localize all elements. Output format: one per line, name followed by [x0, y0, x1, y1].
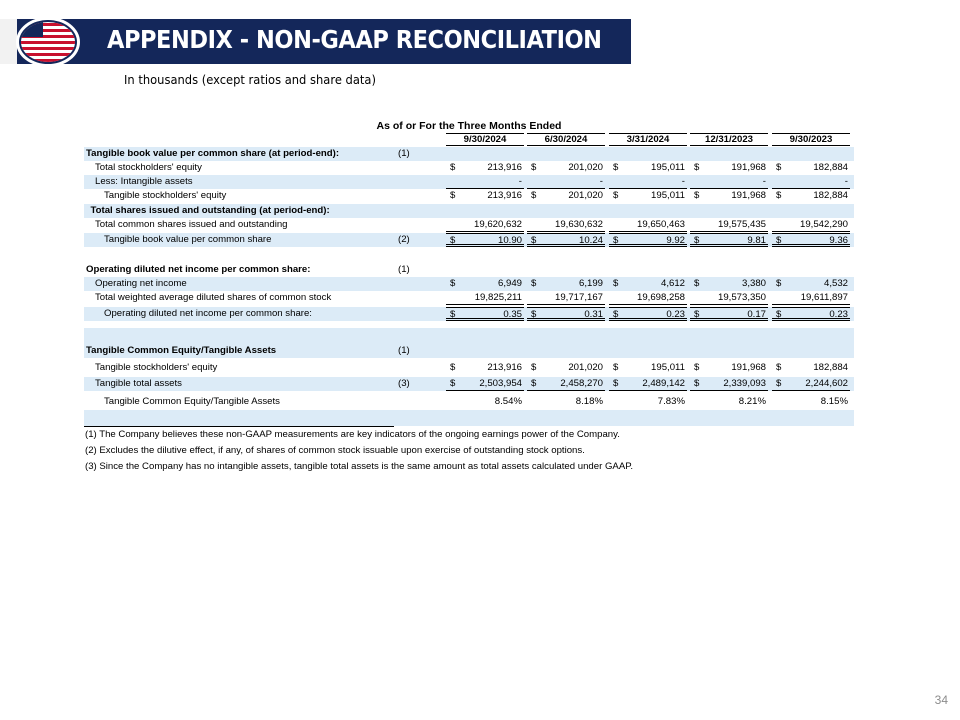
cell-value: 0.23	[829, 309, 848, 320]
currency-symbol: $	[776, 162, 782, 173]
table-row	[84, 328, 854, 344]
currency-symbol: $	[694, 309, 700, 320]
table-cell	[609, 307, 687, 321]
cell-value: 2,458,270	[560, 378, 603, 389]
table-cell	[446, 377, 524, 391]
currency-symbol: $	[450, 162, 456, 173]
table-cell	[772, 189, 850, 203]
row-label: Operating net income	[95, 278, 187, 289]
row-label: Tangible stockholders' equity	[104, 190, 227, 201]
column-header: 3/31/2024	[609, 133, 687, 146]
currency-symbol: $	[613, 190, 619, 201]
table-row	[84, 277, 854, 291]
table-cell	[446, 291, 524, 305]
title-bar-tab	[0, 19, 17, 64]
table-cell	[772, 361, 850, 375]
row-label: Operating diluted net income per common share:	[104, 308, 312, 319]
currency-symbol: $	[450, 309, 456, 320]
currency-symbol: $	[531, 362, 537, 373]
row-label: Total weighted average diluted shares of common stock	[95, 292, 332, 303]
currency-symbol: $	[613, 162, 619, 173]
cell-value: 9.92	[666, 235, 685, 246]
cell-value: 182,884	[813, 190, 848, 201]
column-header: 12/31/2023	[690, 133, 768, 146]
currency-symbol: $	[450, 362, 456, 373]
table-cell	[527, 233, 605, 247]
cell-value: 195,011	[651, 362, 685, 373]
table-row	[84, 395, 854, 409]
currency-symbol: $	[694, 162, 700, 173]
row-label: Tangible Common Equity/Tangible Assets	[104, 396, 280, 407]
cell-value: 19,825,211	[474, 292, 522, 303]
cell-value: -	[844, 176, 848, 187]
table-cell	[690, 307, 768, 321]
currency-symbol: $	[776, 378, 782, 389]
cell-value: 8.21%	[738, 396, 766, 407]
table-cell	[690, 395, 768, 409]
table-cell	[609, 161, 687, 175]
table-row	[84, 147, 854, 161]
row-label: Tangible Common Equity/Tangible Assets	[86, 345, 277, 356]
table-cell	[527, 218, 605, 232]
cell-value: 19,698,258	[636, 292, 685, 303]
cell-value: 6,949	[497, 278, 522, 289]
cell-value: 10.24	[578, 235, 603, 246]
currency-symbol: $	[531, 378, 537, 389]
cell-value: 3,380	[741, 278, 766, 289]
row-footnote-ref: (2)	[398, 234, 410, 245]
currency-symbol: $	[694, 235, 700, 246]
table-cell	[609, 395, 687, 409]
cell-value: 213,916	[487, 362, 522, 373]
table-cell	[609, 277, 687, 291]
currency-symbol: $	[531, 162, 537, 173]
cell-value: 19,717,167	[554, 292, 603, 303]
cell-value: 0.17	[747, 309, 766, 320]
table-cell	[446, 218, 524, 232]
currency-symbol: $	[450, 235, 456, 246]
cell-value: 2,244,602	[805, 378, 848, 389]
cell-value: 7.83%	[657, 396, 685, 407]
row-footnote-ref: (1)	[398, 345, 410, 356]
cell-value: 19,630,632	[554, 219, 603, 230]
cell-value: -	[762, 176, 766, 187]
row-footnote-ref: (3)	[398, 378, 410, 389]
table-cell	[772, 233, 850, 247]
cell-value: 4,612	[660, 278, 685, 289]
table-row	[84, 189, 854, 203]
cell-value: 19,611,897	[800, 292, 848, 303]
table-cell	[690, 189, 768, 203]
table-row	[84, 204, 854, 218]
row-footnote-ref: (1)	[398, 148, 410, 159]
footnote-divider	[84, 426, 394, 427]
table-row	[84, 233, 854, 247]
row-label: Less: Intangible assets	[95, 176, 193, 187]
cell-value: 213,916	[487, 162, 522, 173]
cell-value: 10.90	[497, 235, 522, 246]
flag-logo-icon	[16, 17, 80, 67]
cell-value: -	[599, 176, 603, 187]
table-cell	[772, 277, 850, 291]
table-cell	[527, 175, 605, 189]
cell-value: 2,503,954	[479, 378, 522, 389]
table-cell	[446, 361, 524, 375]
table-cell	[609, 218, 687, 232]
table-cell	[772, 395, 850, 409]
cell-value: 0.23	[666, 309, 685, 320]
table-cell	[609, 361, 687, 375]
currency-symbol: $	[776, 190, 782, 201]
table-row	[84, 361, 854, 375]
table-cell	[690, 218, 768, 232]
cell-value: 201,020	[568, 362, 603, 373]
row-label: Total stockholders' equity	[95, 162, 202, 173]
cell-value: 0.31	[584, 309, 603, 320]
table-row	[84, 218, 854, 232]
table-cell	[527, 377, 605, 391]
currency-symbol: $	[531, 278, 537, 289]
table-cell	[772, 218, 850, 232]
cell-value: 0.35	[503, 309, 522, 320]
table-cell	[527, 395, 605, 409]
table-row	[84, 307, 854, 321]
table-cell	[446, 175, 524, 189]
table-cell	[690, 277, 768, 291]
table-row	[84, 344, 854, 358]
table-cell	[690, 175, 768, 189]
currency-symbol: $	[531, 190, 537, 201]
cell-value: 2,339,093	[723, 378, 766, 389]
page-title: APPENDIX - NON-GAAP RECONCILIATION	[107, 25, 602, 54]
table-cell	[772, 307, 850, 321]
currency-symbol: $	[694, 378, 700, 389]
table-cell	[609, 291, 687, 305]
table-cell	[609, 233, 687, 247]
table-cell	[527, 189, 605, 203]
footnote-3: (3) Since the Company has no intangible assets, tangible total assets is the same amount as total assets calculated under GAAP.	[85, 461, 634, 472]
currency-symbol: $	[613, 278, 619, 289]
cell-value: 8.54%	[494, 396, 522, 407]
currency-symbol: $	[694, 190, 700, 201]
cell-value: -	[518, 176, 522, 187]
row-label: Operating diluted net income per common share:	[86, 264, 311, 275]
table-cell	[609, 377, 687, 391]
row-label: Tangible book value per common share (at period-end):	[86, 148, 340, 159]
table-cell	[690, 377, 768, 391]
cell-value: 213,916	[487, 190, 522, 201]
footnote-2: (2) Excludes the dilutive effect, if any, of shares of common stock issuable upon exercise of outstanding stock options.	[85, 445, 585, 456]
table-cell	[772, 161, 850, 175]
row-footnote-ref: (1)	[398, 264, 410, 275]
table-row	[84, 263, 854, 277]
table-cell	[690, 161, 768, 175]
column-header: 9/30/2024	[446, 133, 524, 146]
table-row	[84, 175, 854, 189]
table-cell	[609, 189, 687, 203]
currency-symbol: $	[613, 309, 619, 320]
table-cell	[690, 361, 768, 375]
row-label: Tangible book value per common share	[104, 234, 272, 245]
currency-symbol: $	[613, 362, 619, 373]
table-cell	[527, 361, 605, 375]
cell-value: 6,199	[578, 278, 603, 289]
table-cell	[772, 291, 850, 305]
table-row	[84, 161, 854, 175]
column-header: 9/30/2023	[772, 133, 850, 146]
table-cell	[609, 175, 687, 189]
currency-symbol: $	[694, 278, 700, 289]
table-cell	[446, 395, 524, 409]
currency-symbol: $	[531, 235, 537, 246]
table-cell	[446, 277, 524, 291]
cell-value: 191,968	[731, 362, 766, 373]
cell-value: 191,968	[731, 190, 766, 201]
table-cell	[446, 161, 524, 175]
cell-value: 182,884	[813, 362, 848, 373]
currency-symbol: $	[450, 378, 456, 389]
currency-symbol: $	[776, 235, 782, 246]
page-subtitle: In thousands (except ratios and share data)	[124, 72, 376, 87]
row-label: Tangible total assets	[95, 378, 182, 389]
cell-value: 19,542,290	[799, 219, 848, 230]
page-number: 34	[934, 693, 948, 707]
cell-value: 195,011	[651, 162, 685, 173]
footnote-1: (1) The Company believes these non-GAAP measurements are key indicators of the ongoing earnings power of the Company.	[85, 429, 620, 440]
currency-symbol: $	[450, 190, 456, 201]
currency-symbol: $	[776, 278, 782, 289]
table-row	[84, 291, 854, 305]
cell-value: 195,011	[651, 190, 685, 201]
column-header: 6/30/2024	[527, 133, 605, 146]
period-title: As of or For the Three Months Ended	[376, 120, 562, 132]
table-cell	[446, 233, 524, 247]
currency-symbol: $	[450, 278, 456, 289]
cell-value: 191,968	[731, 162, 766, 173]
currency-symbol: $	[776, 309, 782, 320]
cell-value: 8.18%	[575, 396, 603, 407]
table-row	[84, 410, 854, 426]
cell-value: 19,575,435	[717, 219, 766, 230]
cell-value: 19,650,463	[636, 219, 685, 230]
currency-symbol: $	[613, 235, 619, 246]
table-cell	[527, 161, 605, 175]
table-cell	[527, 307, 605, 321]
cell-value: 9.36	[829, 235, 848, 246]
currency-symbol: $	[694, 362, 700, 373]
table-cell	[690, 233, 768, 247]
table-cell	[446, 307, 524, 321]
row-label: Total common shares issued and outstanding	[95, 219, 288, 230]
cell-value: 201,020	[568, 162, 603, 173]
cell-value: 2,489,142	[642, 378, 685, 389]
cell-value: 4,532	[823, 278, 848, 289]
cell-value: 182,884	[813, 162, 848, 173]
cell-value: 19,620,632	[473, 219, 522, 230]
cell-value: -	[681, 176, 685, 187]
cell-value: 201,020	[568, 190, 603, 201]
row-label: Total shares issued and outstanding (at period-end):	[90, 205, 330, 216]
table-cell	[446, 189, 524, 203]
cell-value: 8.15%	[820, 396, 848, 407]
cell-value: 9.81	[747, 235, 766, 246]
table-row	[84, 377, 854, 391]
row-label: Tangible stockholders' equity	[95, 362, 218, 373]
table-cell	[772, 377, 850, 391]
currency-symbol: $	[531, 309, 537, 320]
currency-symbol: $	[776, 362, 782, 373]
table-cell	[690, 291, 768, 305]
table-cell	[527, 291, 605, 305]
currency-symbol: $	[613, 378, 619, 389]
table-cell	[527, 277, 605, 291]
table-cell	[772, 175, 850, 189]
cell-value: 19,573,350	[717, 292, 766, 303]
